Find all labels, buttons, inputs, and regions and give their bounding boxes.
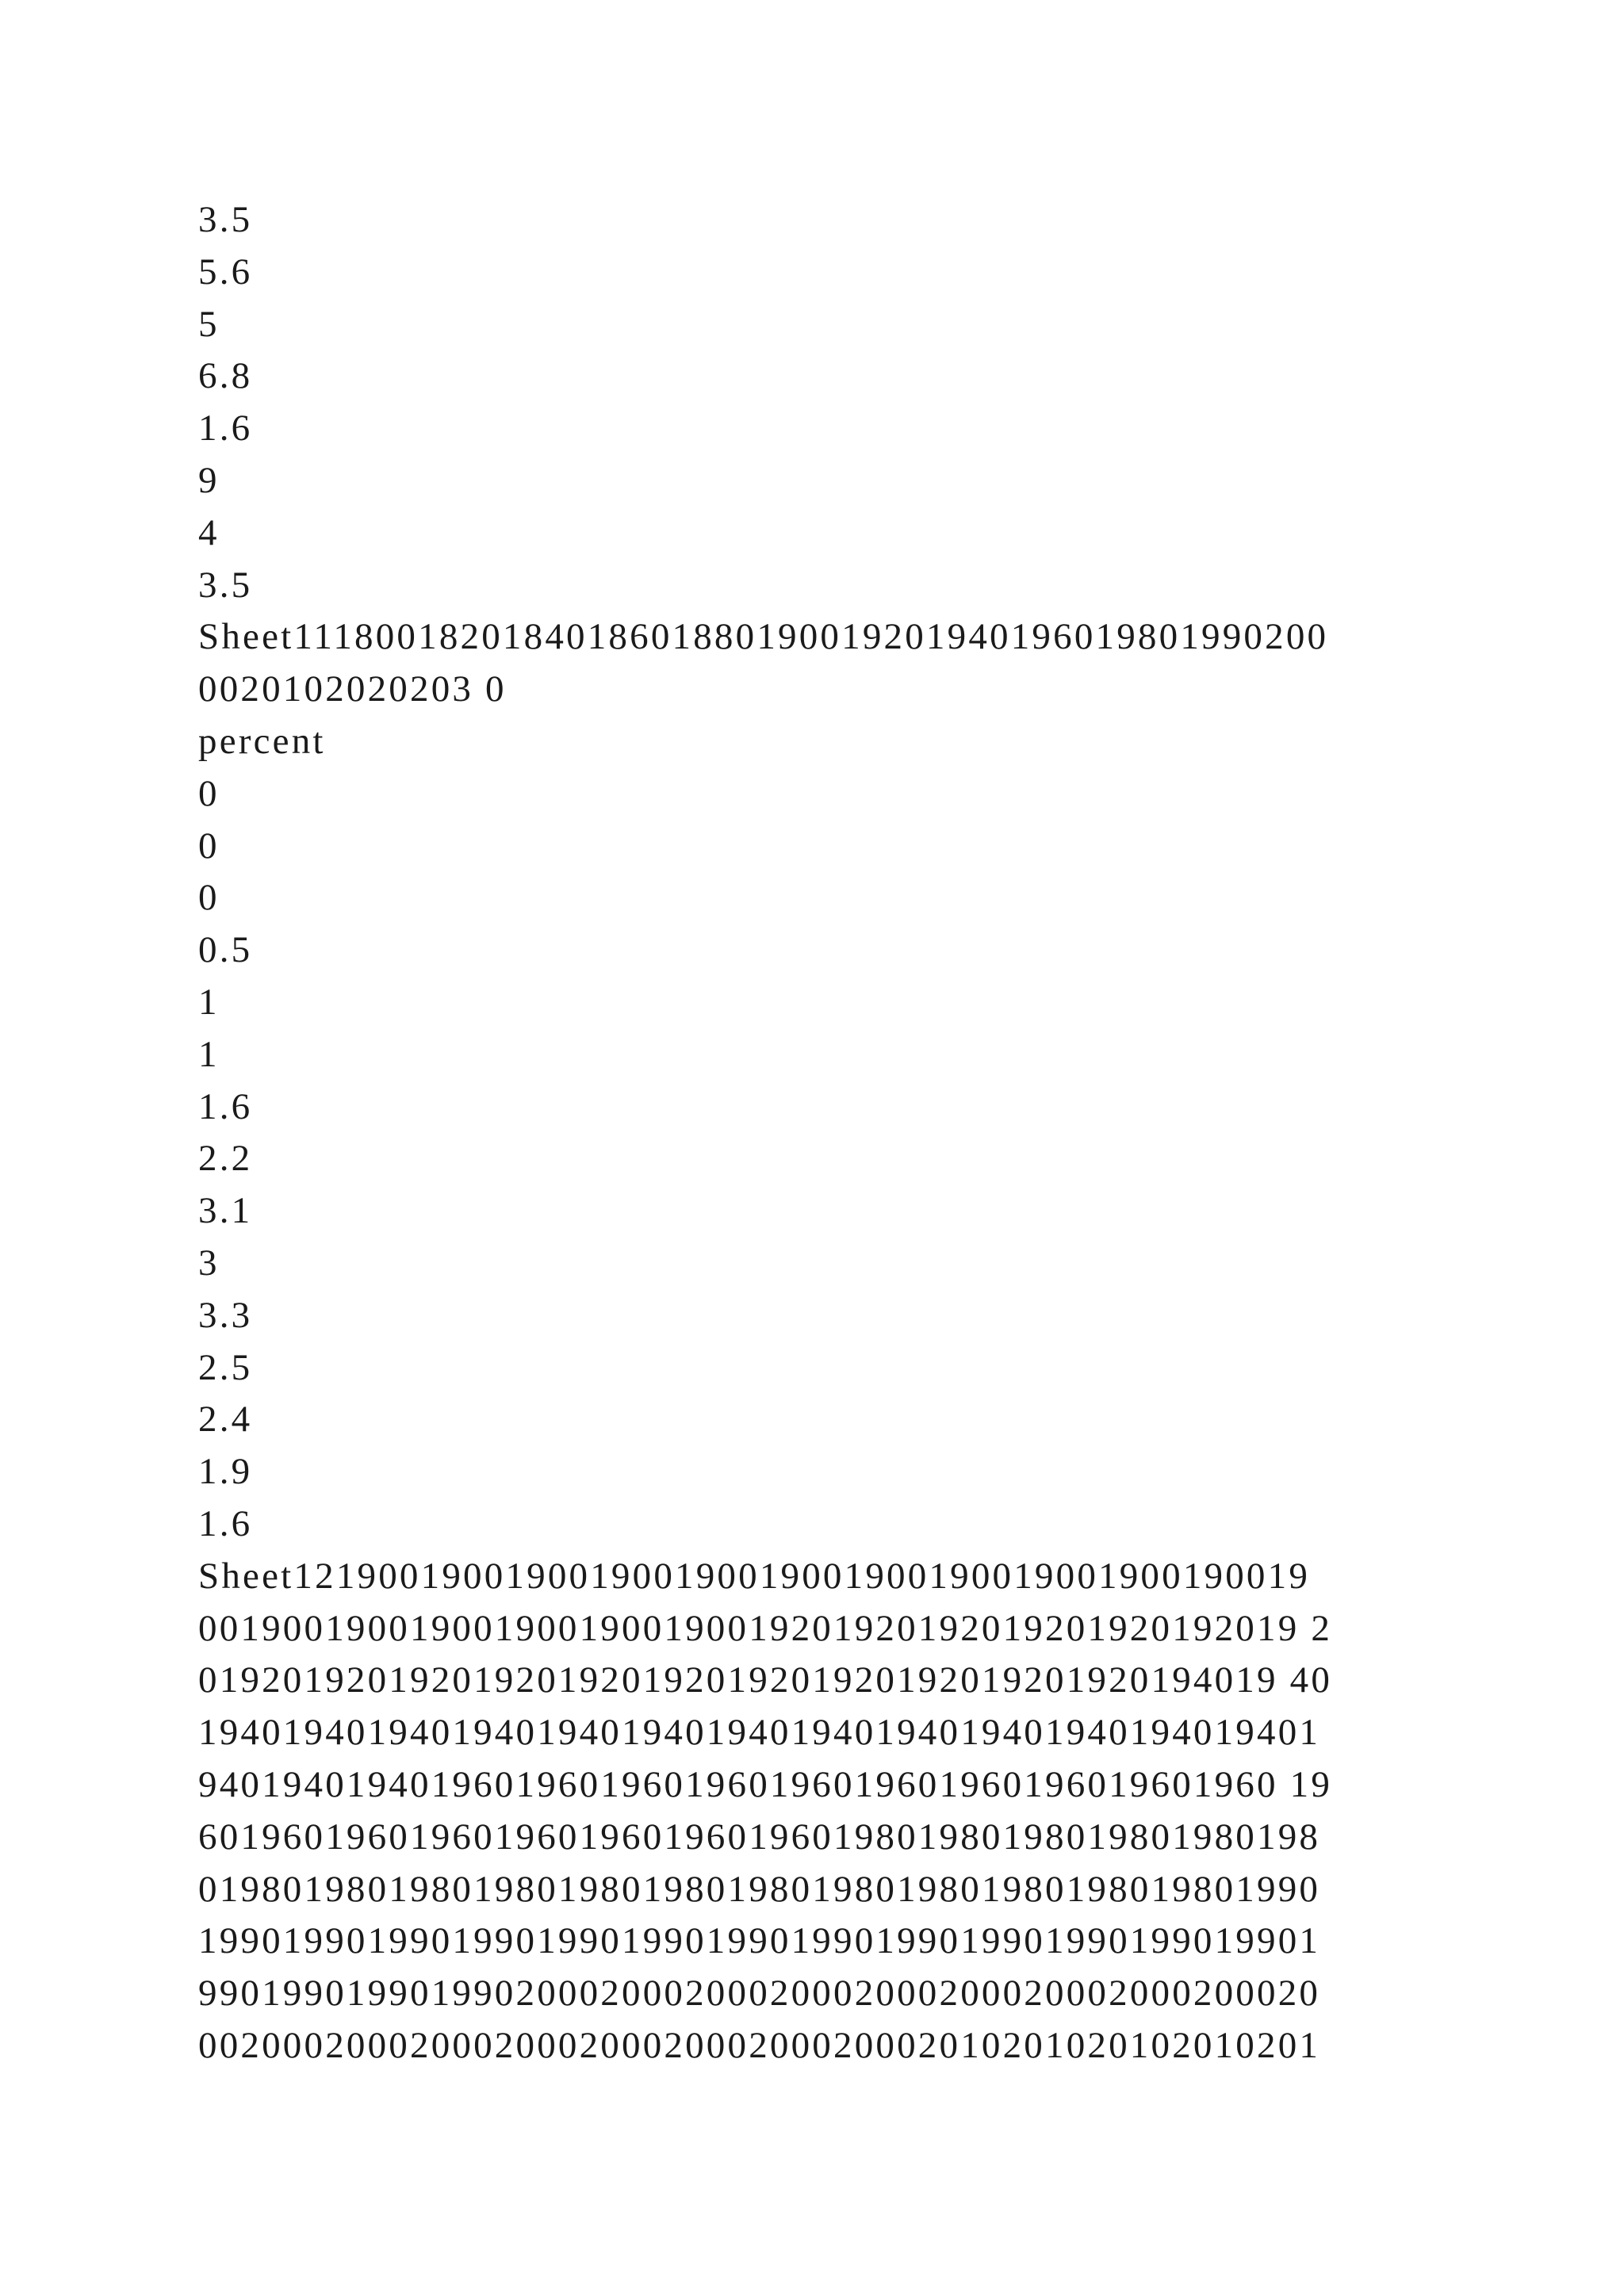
text-line: 0019001900190019001900190019201920192019201920192019 2 [198, 1607, 1333, 1649]
text-line: 3.3 [198, 1294, 253, 1336]
text-line: 3.1 [198, 1190, 253, 1232]
text-line: 1.6 [198, 1502, 253, 1544]
text-line: 1 [198, 981, 220, 1023]
text-line: Sheet121900190019001900190019001900190019001900190019 [198, 1555, 1311, 1597]
text-line: 4 [198, 511, 220, 553]
text-line: 5.6 [198, 251, 253, 293]
text-line: 01980198019801980198019801980198019801980198019801990 [198, 1868, 1321, 1910]
text-line: 0 [198, 825, 220, 867]
text-line: 0 [198, 772, 220, 814]
text-line: 2.5 [198, 1346, 253, 1388]
text-line: 19901990199019901990199019901990199019901990199019901 [198, 1920, 1321, 1962]
text-line: 0 [198, 877, 220, 919]
text-line: 00200020002000200020002000200020002010201020102010201 [198, 2024, 1321, 2066]
text-line: 0.5 [198, 929, 253, 971]
text-line: 5 [198, 303, 220, 345]
text-line: 019201920192019201920192019201920192019201920194019 40 [198, 1659, 1333, 1701]
text-line: 19401940194019401940194019401940194019401940194019401 [198, 1712, 1321, 1754]
text-line: 940194019401960196019601960196019601960196019601960 19 [198, 1763, 1333, 1805]
text-line: 99019901990199020002000200020002000200020002000200020 [198, 1973, 1321, 2015]
text-line: 9 [198, 459, 220, 501]
text-line: 1.6 [198, 1085, 253, 1127]
text-line: Sheet1118001820184018601880190019201940196019801990200 [198, 616, 1329, 658]
text-line: 2.4 [198, 1399, 253, 1441]
text-line: 60196019601960196019601960196019801980198019801980198 [198, 1816, 1321, 1858]
text-line: 1.9 [198, 1451, 253, 1493]
text-line: 3 [198, 1242, 220, 1284]
text-line: 2.2 [198, 1138, 253, 1180]
text-line: 3.5 [198, 199, 253, 240]
text-line: 1 [198, 1033, 220, 1075]
text-line: percent [198, 720, 326, 762]
text-line: 6.8 [198, 355, 253, 397]
text-line: 3.5 [198, 564, 253, 606]
document-text [198, 194, 1435, 2072]
text-line: 1.6 [198, 408, 253, 450]
text-line: 0020102020203 0 [198, 668, 507, 710]
